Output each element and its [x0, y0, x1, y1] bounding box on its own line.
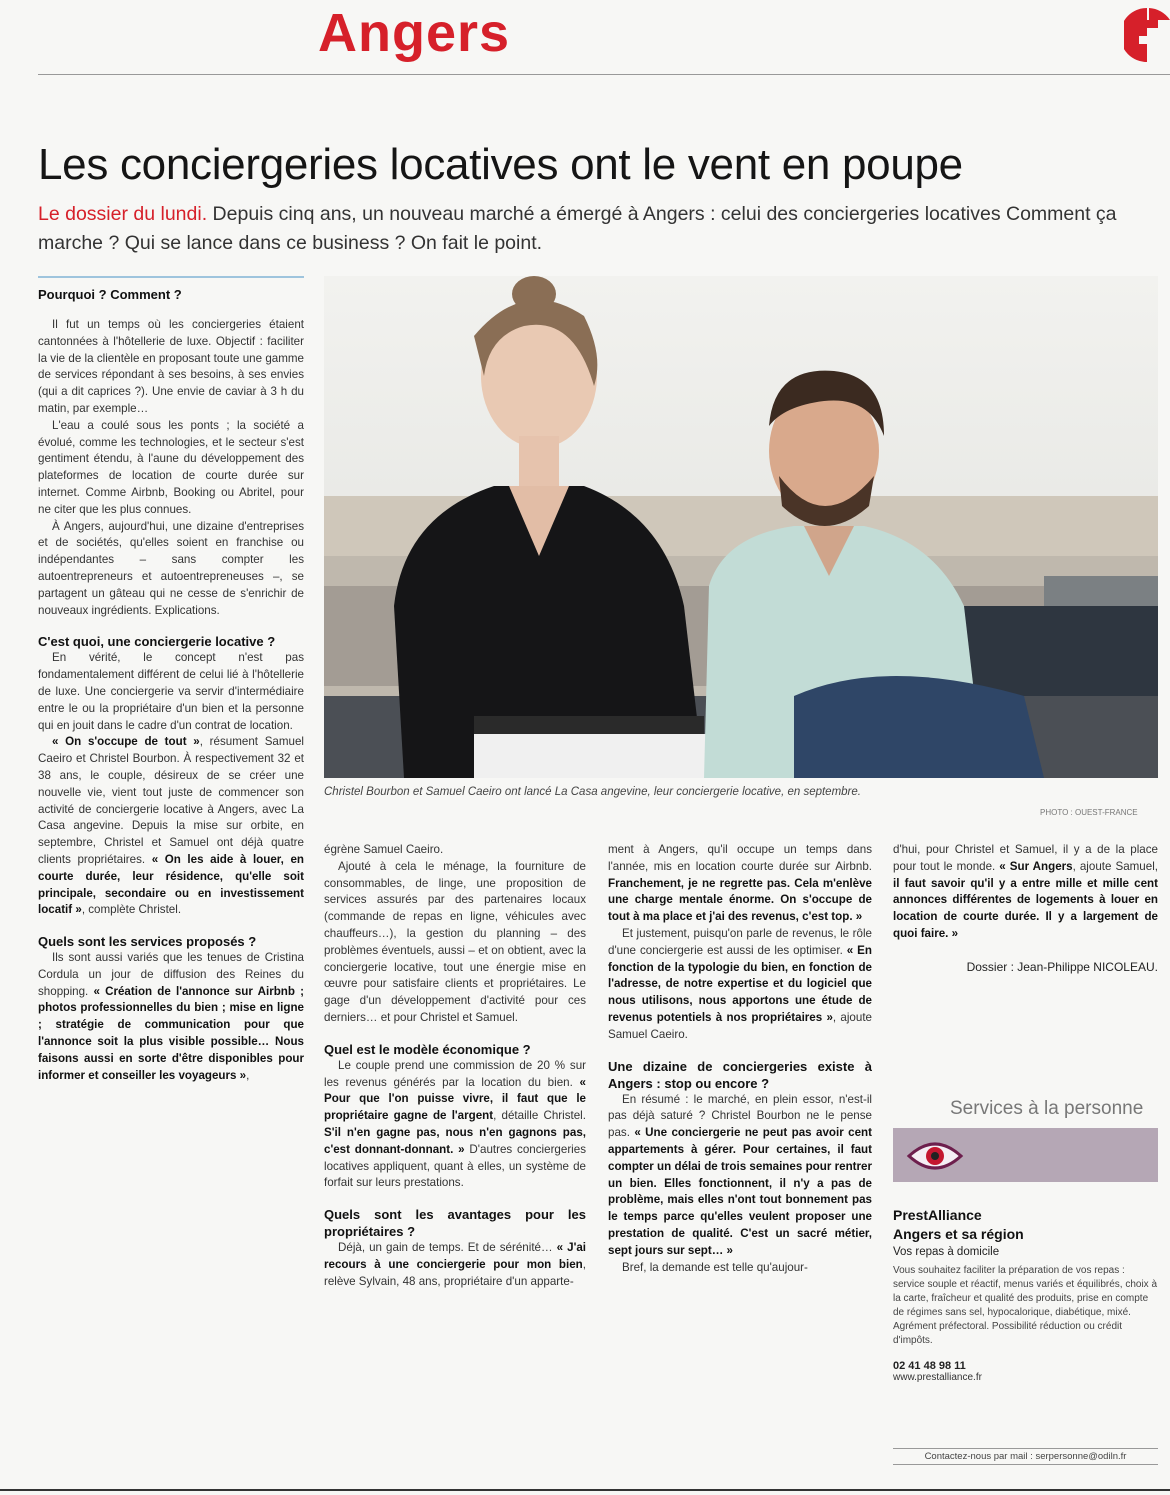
text: , [246, 1068, 250, 1082]
page-bottom-rule [0, 1489, 1170, 1491]
paragraph [324, 1240, 586, 1290]
paragraph: L'eau a coulé sous les ponts ; la société a évolué, comme les technologies, et le secteur s'est gentiment étendu, à l'aune du développement des plateformes de location de courte durée sur internet. Comme Airbnb, Booking ou Abritel, pour ne citer que les plus connues. [38, 418, 304, 516]
section-title: Angers [318, 3, 511, 63]
deck [38, 200, 1148, 258]
quote: « J'ai recours à une conciergerie pour mon bien [324, 1241, 586, 1271]
quote: « Création de l'annonce sur Airbnb ; photos professionnelles du bien ; mise en ligne ; stratégie de communication pour que l'annonce soit la plus visible possible… Nous faisons aussi en sorte d'être disponibles pour informer et conseiller les voyageurs » [38, 984, 304, 1082]
text: Déjà, un gain de temps. Et de sérénité… [338, 1241, 557, 1255]
ad-banner [893, 1128, 1158, 1182]
byline: Dossier : Jean-Philippe NICOLEAU. [966, 959, 1158, 974]
paragraph: Ajouté à cela le ménage, la fourniture de consommables, de linge, une proposition de services assurés par des partenaires locaux (commande de repas en ligne, véhicules avec chauffeurs…), la gestion du planning – des problèmes éventuels, aussi – et on obtient, avec la conciergerie locative, tout une énergie mise en œuvre pour satisfaire clients et propriétaires. Le gage d'un développement d'activité pour ces derniers… et pour Christel et Samuel. [324, 859, 586, 1024]
ad-phone: 02 41 48 98 11 [893, 1360, 966, 1372]
headline: Les conciergeries locatives ont le vent en poupe [38, 140, 963, 189]
column-1 [38, 286, 304, 1084]
text: , ajoute Samuel, [1072, 859, 1158, 873]
subheading: Quels sont les avantages pour les propriétaires ? [324, 1207, 586, 1240]
photo-caption: Christel Bourbon et Samuel Caeiro ont lancé La Casa angevine, leur conciergerie locative, en septembre. [324, 786, 861, 798]
text: , complète Christel. [81, 903, 182, 917]
quote: S'il n'en gagne pas, nous n'en gagnons pas, c'est donnant-donnant. » [324, 1125, 586, 1156]
paragraph [38, 734, 304, 919]
subheading: Une dizaine de conciergeries existe à Angers : stop ou encore ? [608, 1058, 872, 1091]
paragraph: En vérité, le concept n'est pas fondamentalement différent de celui lié à l'hôtellerie de luxe. Une conciergerie va servir d'intermédiaire entre le ou la propriétaire d'un bien et la personne qui en jouit dans le cadre d'un contrat de location. [38, 651, 304, 732]
text: Le couple prend une commission de 20 % sur les revenus générés par la location du bien. [324, 1058, 586, 1089]
paragraph: Bref, la demande est telle qu'aujour- [622, 1260, 808, 1274]
paragraph [608, 926, 872, 1044]
quote: il faut savoir qu'il y a entre mille et mille cent annonces différentes de logements à louer en location de courte durée. Il y a largement de quoi faire. » [893, 876, 1158, 940]
ad-tagline: Vos repas à domicile [893, 1246, 1000, 1258]
deck-lead: Le dossier du lundi. [38, 203, 208, 225]
photo-credit: PHOTO : OUEST-FRANCE [1040, 808, 1138, 817]
paragraph: À Angers, aujourd'hui, une dizaine d'entreprises et de sociétés, qu'elles soient en franchise ou indépendantes – sans compter les autoentrepreneurs et autoentrepreneuses –, se partagent un gâteau qui ne cesse de s'enrichir de nouveaux ingrédients. Explications. [38, 519, 304, 617]
text: , ajoute Samuel Caeiro. [608, 1010, 872, 1041]
ad-website[interactable]: www.prestalliance.fr [893, 1372, 982, 1383]
quote: « On les aide à louer, en courte durée, leur résidence, qu'elle soit principale, secondaire ou en investissement locatif » [38, 852, 304, 917]
ad-body [893, 1206, 1158, 1383]
text: d'hui, pour Christel et Samuel, il y a de la place pour tout le monde. [893, 843, 1158, 873]
photo-illustration [324, 276, 1158, 778]
ouest-france-logo-icon [1124, 6, 1170, 64]
column-4 [893, 842, 1158, 976]
paragraph [608, 1092, 872, 1260]
text: En résumé : le marché, en plein essor, n'est-il pas déjà saturé ? Christel Bourbon ne le pense pas. [608, 1092, 872, 1140]
text: , détaille Christel. [493, 1109, 586, 1123]
quote: « En fonction de la typologie du bien, en fonction de l'adresse, de notre expertise et du logiciel que nous utilisons, nous apportons une étude de revenus potentiels à nos propriétaires » [608, 943, 872, 1024]
paragraph [893, 842, 1158, 943]
ad-section-title: Services à la personne [950, 1098, 1144, 1119]
text: , relève Sylvain, 48 ans, propriétaire d'un apparte- [324, 1257, 586, 1288]
subheading: Pourquoi ? Comment ? [38, 287, 182, 302]
quote: Franchement, je ne regrette pas. Cela m'enlève une charge mentale énorme. On s'occupe de tout à ma place et j'ai des revenus, c'est top. » [608, 876, 872, 924]
text: Ils sont aussi variés que les tenues de Cristina Cordula un jour de diffusion des Reines du shopping. [38, 951, 304, 998]
subheading: C'est quoi, une conciergerie locative ? [38, 634, 276, 650]
text: , résument Samuel Caeiro et Christel Bourbon. À respectivement 32 et 38 ans, le couple, désireux de se créer une nouvelle vie, vient tout juste de commencer son activité de conciergerie locative à Angers, avec La Casa angevine. Depuis la mise sur orbite, en septembre, Christel et Samuel ont déjà quatre clients propriétaires. [38, 735, 305, 866]
text: Et justement, puisqu'on parle de revenus, le rôle d'une conciergerie est aussi de les optimiser. [608, 926, 872, 957]
column-2 [324, 842, 586, 1291]
paragraph: égrène Samuel Caeiro. [324, 843, 444, 856]
paragraph [324, 1058, 586, 1192]
ad-description: Vous souhaitez faciliter la préparation de vos repas : service souple et réactif, menus variés et équilibrés, choix à la carte, fraîcheur et qualité des produits, prise en compte de régimes sans sel, hypocalorique, diabétique, mixé. Agrément préfectoral. Possibilité réduction ou crédit d'impôts. [893, 1265, 1158, 1346]
quote: « Pour que l'on puisse vivre, il faut que le propriétaire gagne de l'argent [324, 1075, 586, 1123]
paragraph [38, 950, 304, 1084]
quote: « On s'occupe de tout » [52, 735, 200, 749]
paragraph: Il fut un temps où les conciergeries étaient cantonnées à l'hôtellerie de luxe. Objectif : faciliter la vie de la clientèle en proposant toute une gamme de services répondant à ses besoins, à ses envies (qui a dit caprices ?). Une envie de caviar à 3 h du matin, par exemple… [38, 318, 304, 415]
eye-icon [905, 1136, 965, 1176]
subheading: Quel est le modèle économique ? [324, 1041, 531, 1057]
ad-company: PrestAlliance [893, 1207, 982, 1223]
ad-region: Angers et sa région [893, 1226, 1024, 1242]
deck-text: Depuis cinq ans, un nouveau marché a émergé à Angers : celui des conciergeries locatives Comment ça marche ? Qui se lance dans ce business ? On fait le point. [38, 203, 1117, 254]
column-3 [608, 842, 872, 1276]
ad-contact[interactable]: Contactez-nous par mail : serpersonne@odiln.fr [893, 1448, 1158, 1465]
text: D'autres conciergeries locatives appliquent, quant à elles, un système de forfait sur leurs prestations. [324, 1142, 587, 1190]
header-rule [38, 74, 1170, 75]
subheading: Quels sont les services proposés ? [38, 934, 257, 950]
paragraph [608, 842, 872, 926]
column-rule [38, 276, 304, 278]
article-photo [324, 276, 1158, 778]
quote: « Une conciergerie ne peut pas avoir cent appartements à gérer. Pour certaines, il faut compter un délai de trois semaines pour rentrer un bien. Elles fonctionnent, il n'y a pas de problème, mais elles n'ont tout bonnement pas le temps parce qu'elles veulent proposer une prestation de qualité. C'est un sacré métier, sept jours sur sept… » [608, 1126, 872, 1257]
text: ment à Angers, qu'il occupe un temps dans l'année, mis en location courte durée sur Airbnb. [608, 843, 872, 873]
quote: « Sur Angers [999, 859, 1073, 873]
